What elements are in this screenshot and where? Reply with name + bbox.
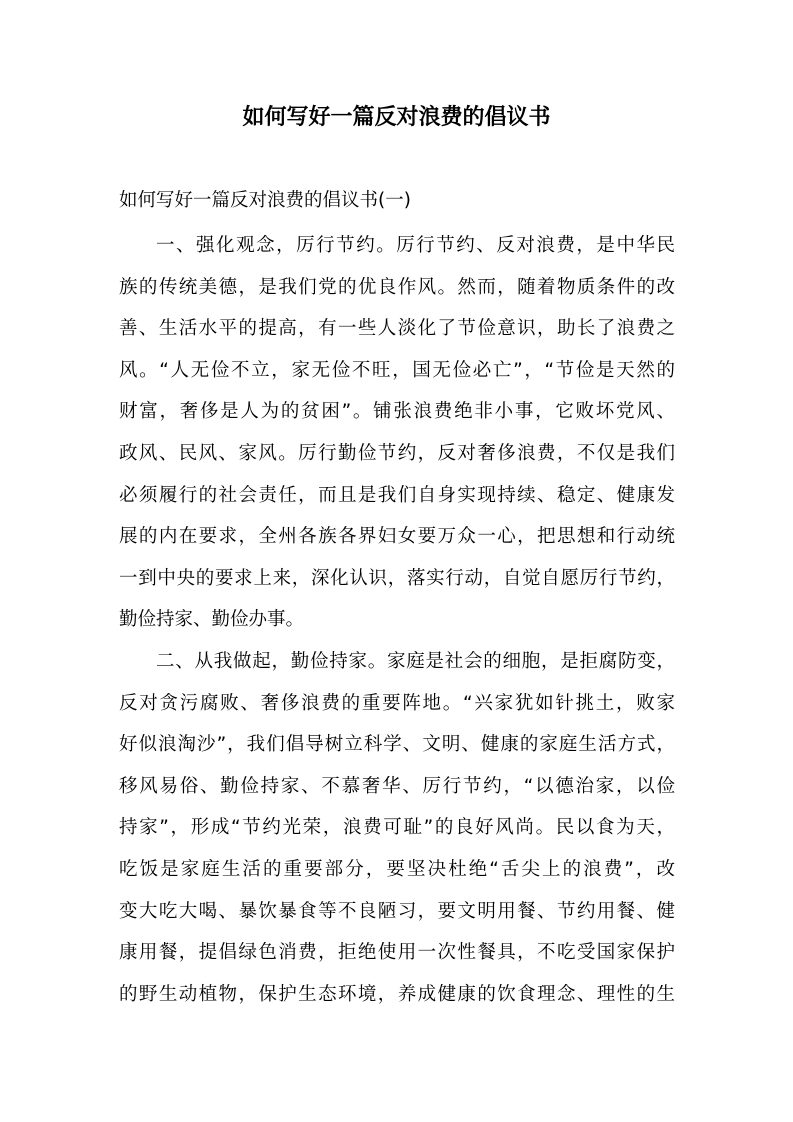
text-line: 一到中央的要求上来，深化认识，落实行动，自觉自愿厉行节约， [119,567,675,589]
section-heading: 如何写好一篇反对浪费的倡议书(一) [119,190,411,211]
text-line: 好似浪淘沙”，我们倡导树立科学、文明、健康的家庭生活方式， [119,734,675,756]
text-line: 展的内在要求，全州各族各界妇女要万众一心，把思想和行动统 [119,526,675,548]
text-line: 移风易俗、勤俭持家、不慕奢华、厉行节约，“以德治家，以俭 [119,775,675,797]
text-line: 持家”，形成“节约光荣，浪费可耻”的良好风尚。民以食为天， [119,817,675,839]
paragraph-2 [119,641,675,1015]
text-line: 必须履行的社会责任，而且是我们自身实现持续、稳定、健康发 [119,484,675,506]
text-line: 反对贪污腐败、奢侈浪费的重要阵地。“兴家犹如针挑土，败家 [119,692,675,714]
text-line: 的野生动植物，保护生态环境，养成健康的饮食理念、理性的生 [119,983,675,1005]
text-line: 风。“人无俭不立，家无俭不旺，国无俭必亡”，“节俭是天然的 [119,359,675,381]
text-line: 吃饭是家庭生活的重要部分，要坚决杜绝“舌尖上的浪费”，改 [119,858,675,880]
text-line: 变大吃大喝、暴饮暴食等不良陋习，要文明用餐、节约用餐、健 [119,900,675,922]
text-line: 康用餐，提倡绿色消费，拒绝使用一次性餐具，不吃受国家保护 [119,942,675,964]
text-line: 勤俭持家、勤俭办事。 [119,609,305,631]
text-line: 二、从我做起，勤俭持家。家庭是社会的细胞，是拒腐防变， [156,650,675,672]
document-body [119,184,675,1015]
text-line: 财富，奢侈是人为的贫困”。铺张浪费绝非小事，它败坏党风、 [119,401,675,423]
text-line: 一、强化观念，厉行节约。厉行节约、反对浪费，是中华民 [156,235,675,256]
document-title: 如何写好一篇反对浪费的倡议书 [242,105,551,130]
paragraph-1 [119,225,675,641]
text-line: 族的传统美德，是我们党的优良作风。然而，随着物质条件的改 [119,276,675,298]
text-line: 政风、民风、家风。厉行勤俭节约，反对奢侈浪费，不仅是我们 [119,442,675,464]
text-line: 善、生活水平的提高，有一些人淡化了节俭意识，助长了浪费之 [119,318,675,340]
